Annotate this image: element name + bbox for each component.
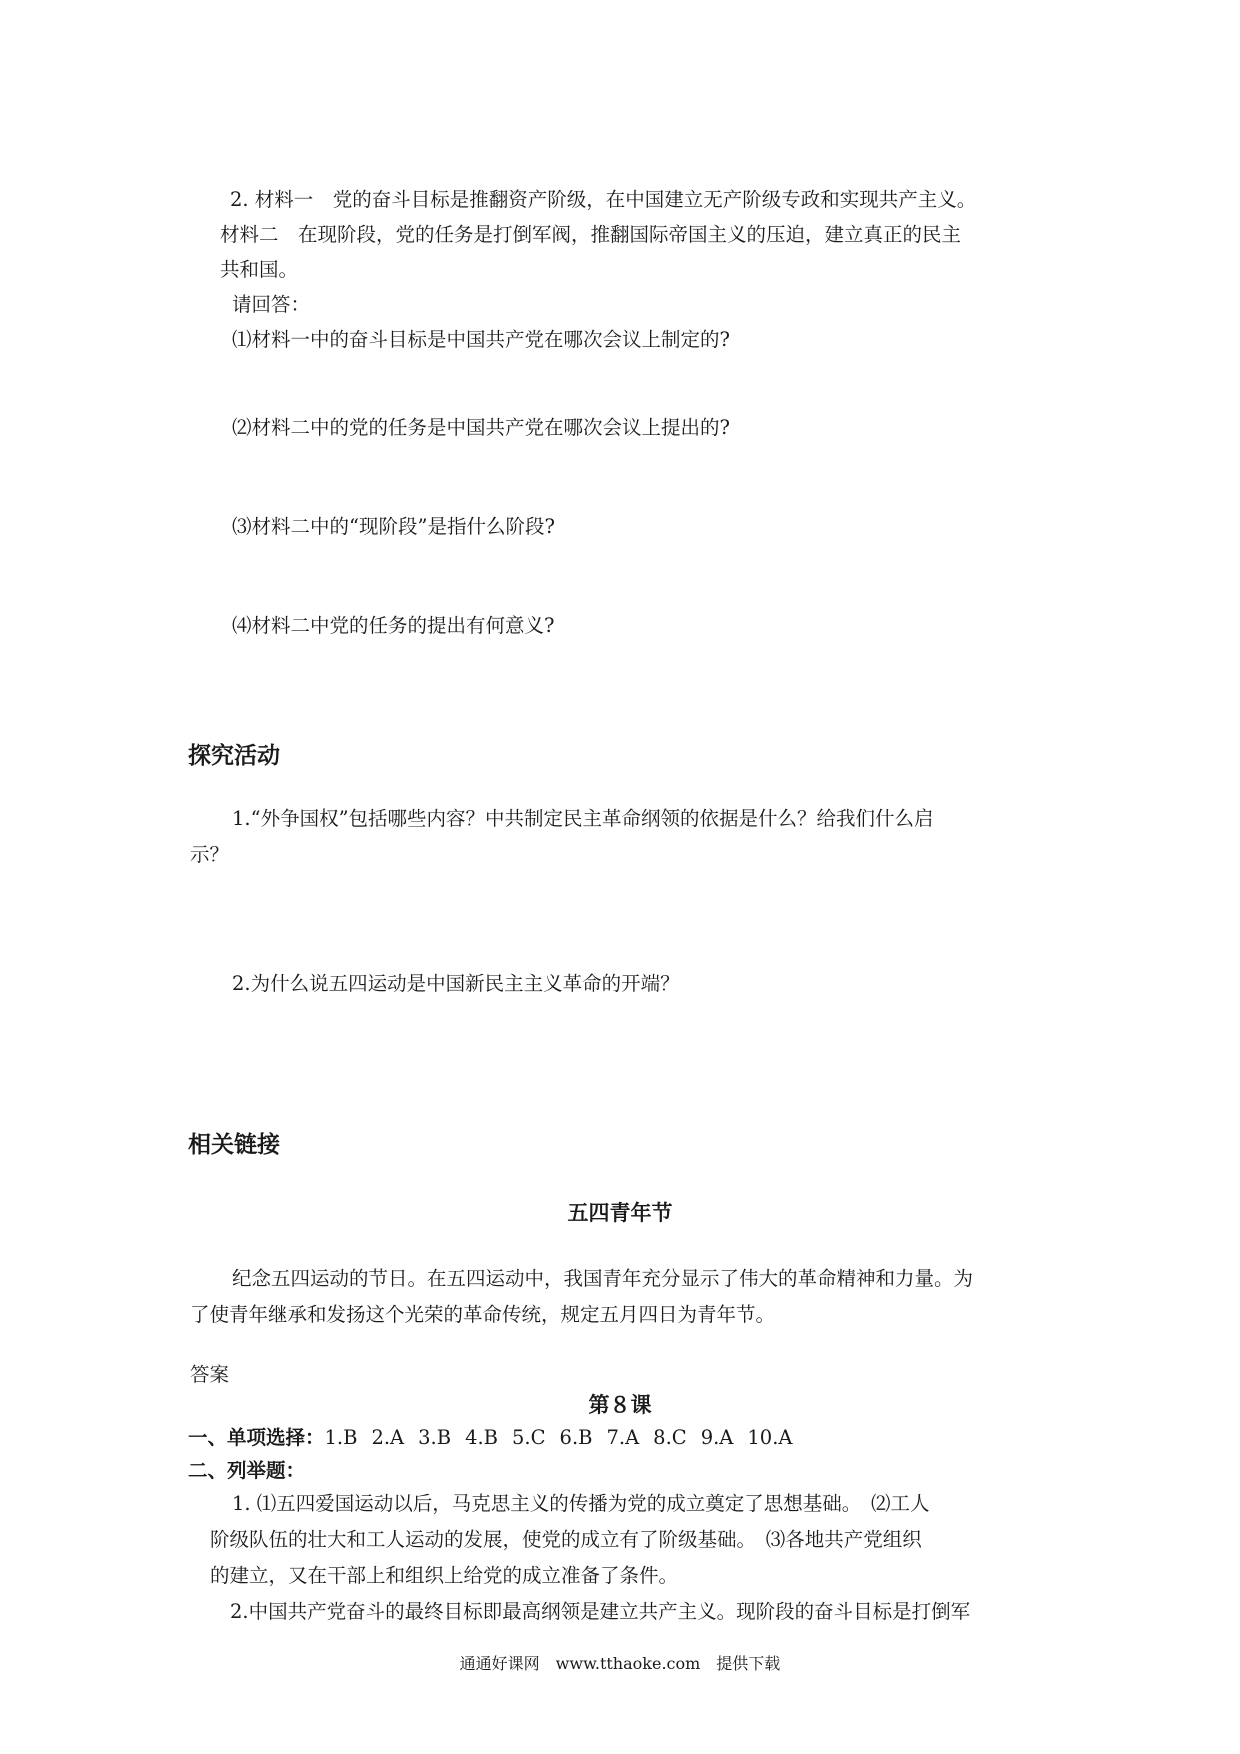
answer-item: 5.C — [512, 1426, 546, 1449]
answer-item: 4.B — [465, 1426, 499, 1449]
answer-item: 10.A — [747, 1426, 793, 1449]
answer-item: 7.A — [606, 1426, 640, 1449]
links-para-line2: 了使青年继承和发扬这个光荣的革命传统，规定五月四日为青年节。 — [190, 1303, 776, 1326]
q2-sub-2: ⑵材料二中的党的任务是中国共产党在哪次会议上提出的? — [232, 416, 730, 439]
q2-material-two: 材料二 在现阶段，党的任务是打倒军阀，推翻国际帝国主义的压迫，建立真正的民主 — [220, 223, 962, 246]
answers-label: 答案 — [190, 1363, 230, 1386]
answer-1-line2: 阶级队伍的壮大和工人运动的发展，使党的成立有了阶级基础。 ⑶各地共产党组织 — [210, 1528, 922, 1551]
links-title: 五四青年节 — [567, 1201, 673, 1225]
inquiry-q2: 2.为什么说五四运动是中国新民主主义革命的开端？ — [232, 972, 680, 995]
answer-item: 1.B — [324, 1426, 358, 1449]
q2-sub-3: ⑶材料二中的“现阶段”是指什么阶段? — [232, 515, 555, 538]
single-choice-label: 一、单项选择： — [188, 1426, 325, 1449]
inquiry-q1-line2: 示？ — [190, 843, 230, 866]
answer-item: 9.A — [700, 1426, 734, 1449]
inquiry-q1-line1: 1.“外争国权”包括哪些内容？中共制定民主革命纲领的依据是什么？给我们什么启 — [232, 807, 934, 830]
answer-item: 2.A — [371, 1426, 405, 1449]
q2-sub-1: ⑴材料一中的奋斗目标是中国共产党在哪次会议上制定的? — [232, 328, 730, 351]
answers-lesson: 第８课 — [588, 1393, 652, 1417]
links-para-line1: 纪念五四运动的节日。在五四运动中，我国青年充分显示了伟大的革命精神和力量。为 — [232, 1267, 974, 1290]
q2-sub-4: ⑷材料二中党的任务的提出有何意义? — [232, 614, 555, 637]
q2-prompt: 请回答： — [232, 293, 311, 316]
answer-1-line3: 的建立，又在干部上和组织上给党的成立准备了条件。 — [210, 1564, 679, 1587]
answer-2-line1: 2.中国共产党奋斗的最终目标即最高纲领是建立共产主义。现阶段的奋斗目标是打倒军 — [230, 1600, 971, 1623]
q2-material-one: 2. 材料一 党的奋斗目标是推翻资产阶级，在中国建立无产阶级专政和实现共产主义。 — [230, 188, 977, 211]
answer-1-line1: 1. ⑴五四爱国运动以后，马克思主义的传播为党的成立奠定了思想基础。 ⑵工人 — [232, 1492, 930, 1515]
answer-item: 3.B — [418, 1426, 452, 1449]
links-heading: 相关链接 — [188, 1132, 280, 1158]
single-choice-answers — [188, 1424, 806, 1452]
inquiry-heading: 探究活动 — [188, 743, 280, 769]
listing-label: 二、列举题： — [188, 1459, 306, 1482]
q2-material-two-cont: 共和国。 — [220, 258, 299, 281]
page-footer: 通通好课网 www.tthaoke.com 提供下载 — [459, 1654, 781, 1673]
answer-item: 6.B — [559, 1426, 593, 1449]
answer-item: 8.C — [653, 1426, 687, 1449]
